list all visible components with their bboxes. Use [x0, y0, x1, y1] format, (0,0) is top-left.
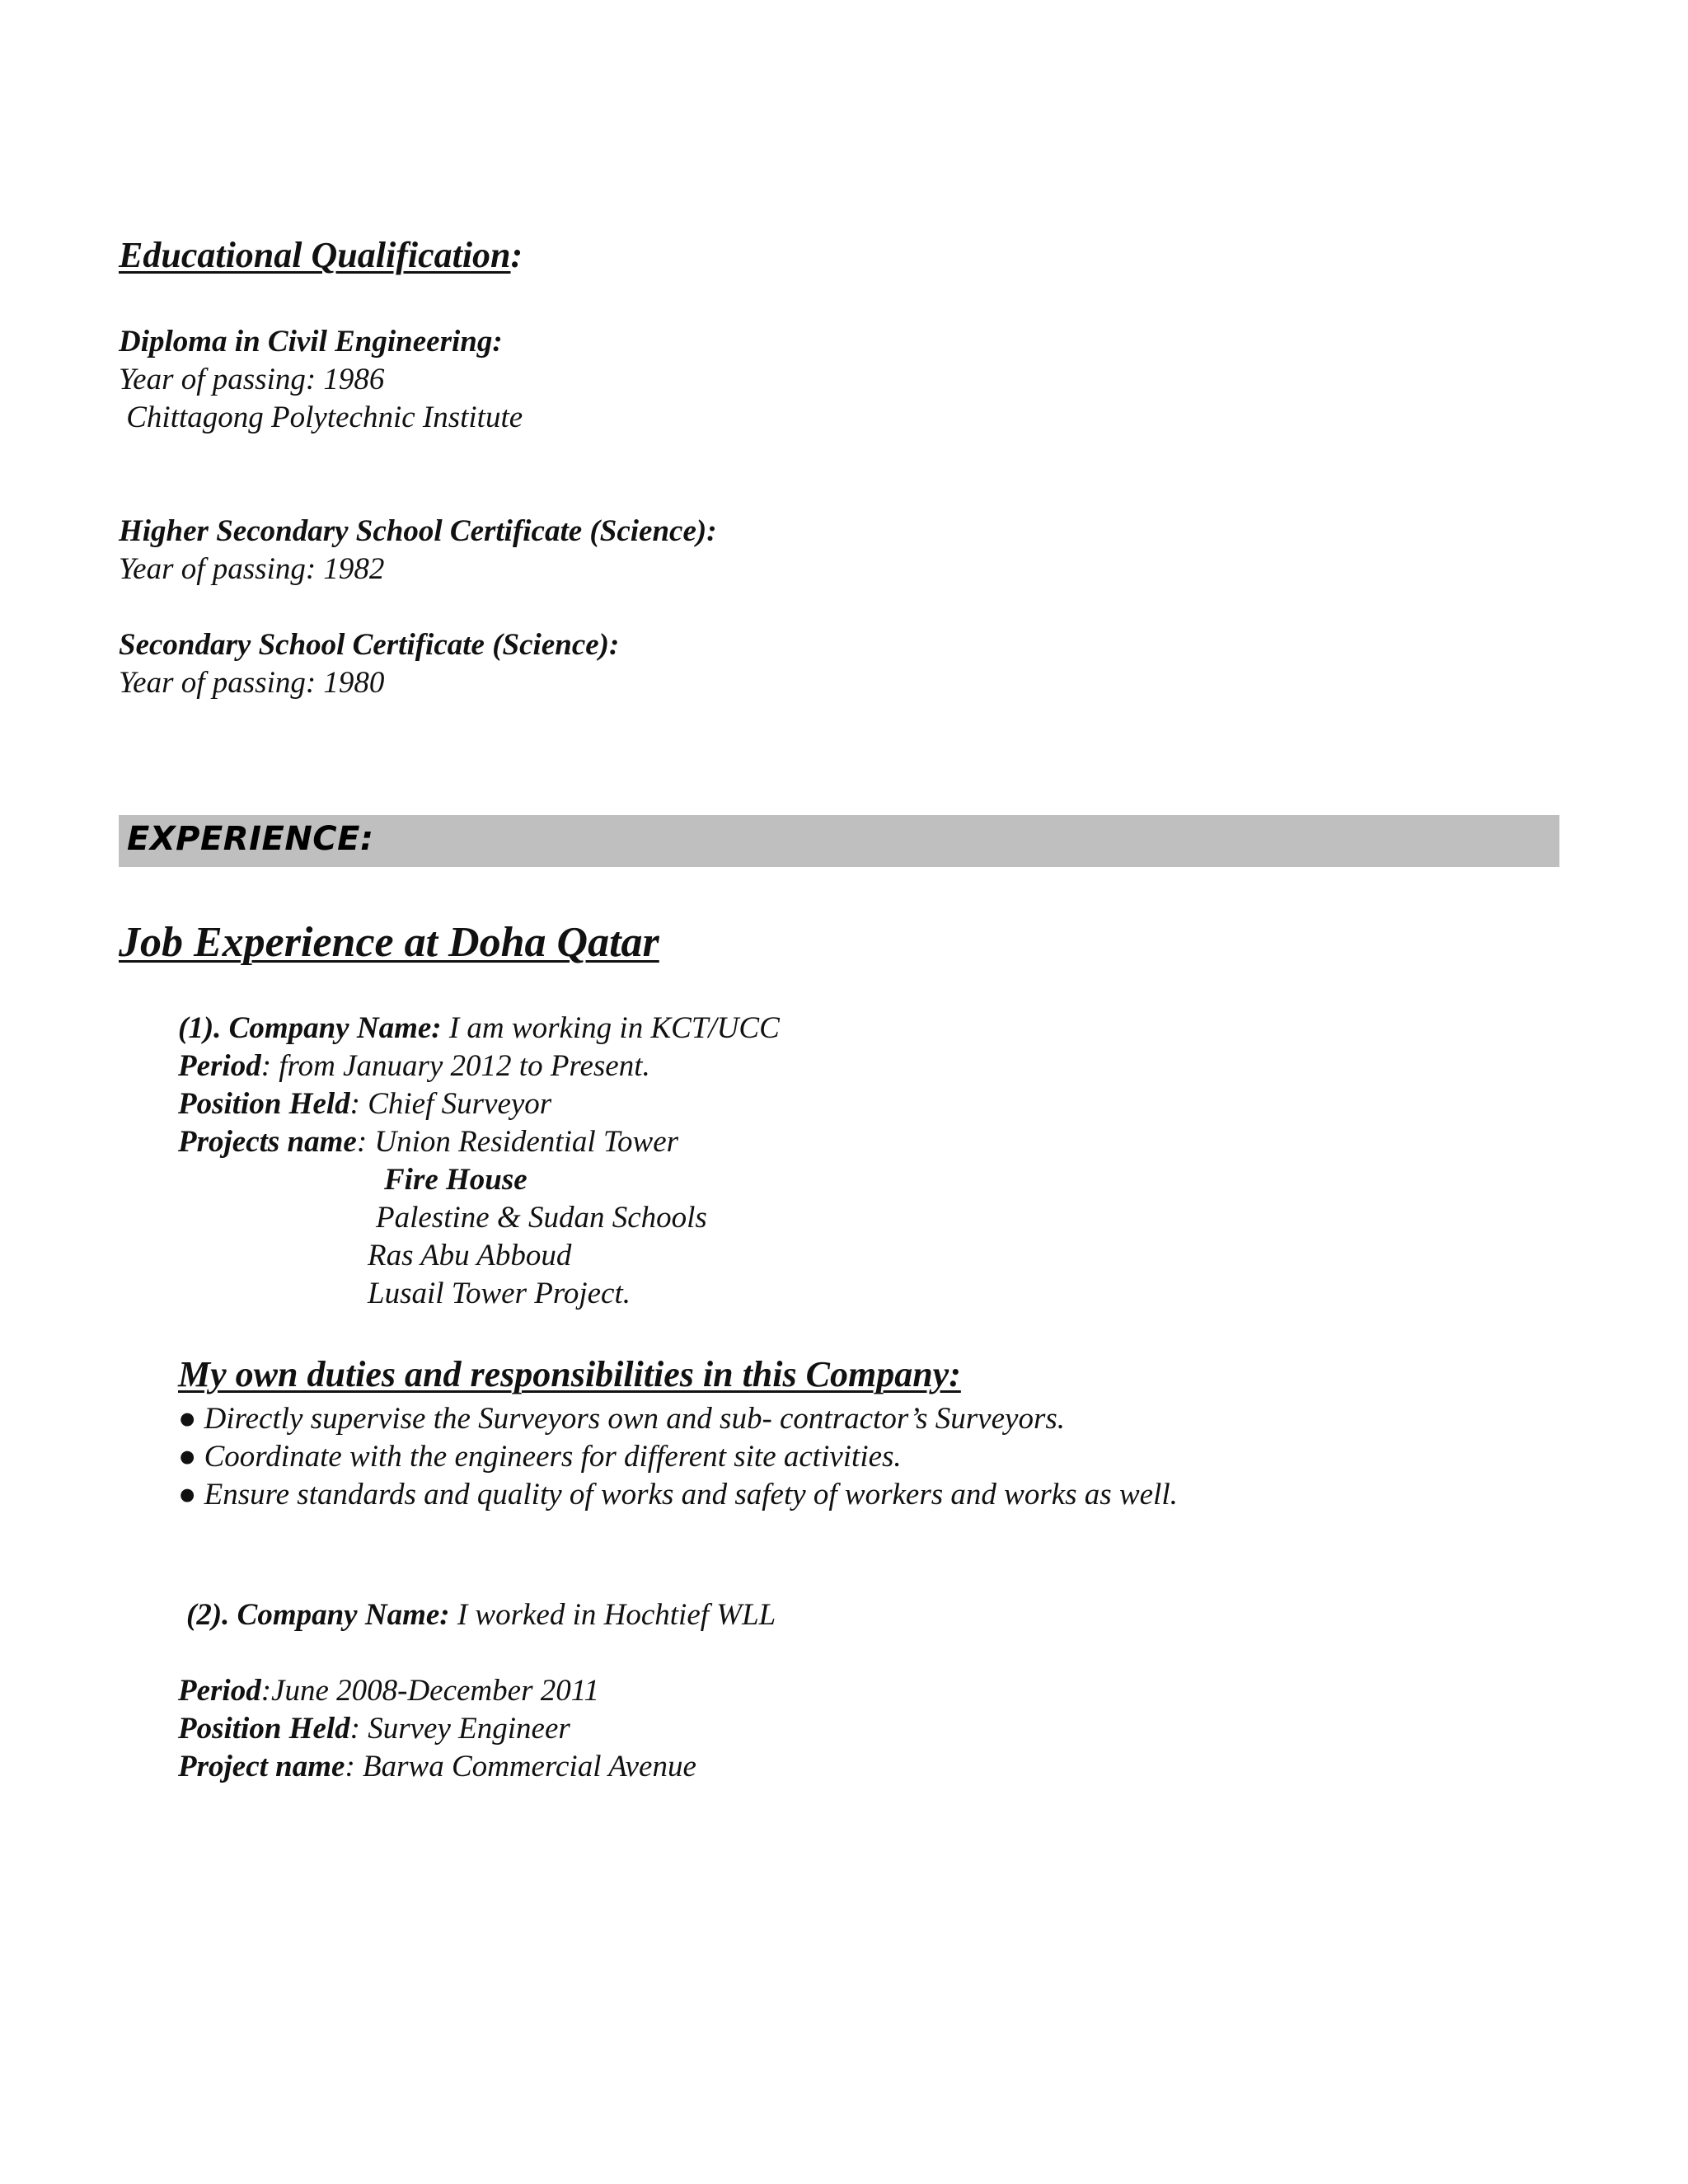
job-experience-heading	[119, 918, 659, 967]
company2-project-label: Project name	[178, 1750, 345, 1783]
duty-item: ● Coordinate with the engineers for different site activities.	[178, 1440, 902, 1474]
company2-project-line	[178, 1749, 696, 1784]
company1-position-line	[178, 1086, 551, 1122]
company1-period-line	[178, 1048, 650, 1084]
company1-projects-line	[178, 1124, 678, 1160]
company1-project-lusail: Lusail Tower Project.	[368, 1277, 631, 1310]
job-experience-heading-text: Job Experience at Doha Qatar	[119, 919, 659, 966]
company2-position-label: Position Held	[178, 1712, 350, 1746]
duties-heading	[178, 1353, 961, 1395]
education-heading-text: Educational Qualification	[119, 235, 511, 275]
diploma-institute: Chittagong Polytechnic Institute	[119, 401, 523, 434]
duty-item: ● Directly supervise the Surveyors own and sub- contractor’s Surveyors.	[178, 1402, 1065, 1436]
company1-projects-label: Projects name	[178, 1125, 357, 1159]
experience-section-bar	[119, 815, 1559, 867]
duties-heading-text: My own duties and responsibilities in this Company:	[178, 1354, 961, 1394]
company2-name-line	[186, 1597, 776, 1633]
company2-position-value: : Survey Engineer	[349, 1712, 570, 1746]
company1-name-label: (1). Company Name:	[178, 1011, 442, 1045]
diploma-title: Diploma in Civil Engineering:	[119, 325, 503, 359]
company1-project-fire-house: Fire House	[384, 1163, 528, 1197]
diploma-year: Year of passing: 1986	[119, 363, 385, 396]
company2-period-value: :June 2008-December 2011	[260, 1674, 599, 1708]
duty-item: ● Ensure standards and quality of works and safety of workers and works as well.	[178, 1478, 1178, 1511]
hsc-year: Year of passing: 1982	[119, 552, 385, 586]
company1-name-line	[178, 1010, 780, 1046]
company1-project-ras-abu-abboud: Ras Abu Abboud	[368, 1239, 572, 1272]
company1-period-value: : from January 2012 to Present.	[260, 1049, 650, 1083]
education-heading-colon: :	[510, 235, 523, 275]
company1-period-label: Period	[178, 1049, 261, 1083]
company1-position-label: Position Held	[178, 1087, 350, 1121]
company1-name-value: I am working in KCT/UCC	[441, 1011, 780, 1045]
company2-project-value: : Barwa Commercial Avenue	[345, 1750, 696, 1783]
hsc-title: Higher Secondary School Certificate (Science):	[119, 514, 717, 548]
company2-period-line	[178, 1673, 599, 1708]
ssc-year: Year of passing: 1980	[119, 666, 385, 700]
company2-name-label: (2). Company Name:	[186, 1598, 450, 1632]
company1-projects-value: : Union Residential Tower	[356, 1125, 679, 1159]
company2-name-value: I worked in Hochtief WLL	[449, 1598, 776, 1632]
ssc-title: Secondary School Certificate (Science):	[119, 628, 620, 662]
company1-position-value: : Chief Surveyor	[349, 1087, 552, 1121]
company1-project-schools: Palestine & Sudan Schools	[376, 1201, 707, 1235]
company2-position-line	[178, 1711, 570, 1746]
education-heading	[119, 234, 523, 276]
company2-period-label: Period	[178, 1674, 261, 1708]
experience-bar-label: EXPERIENCE:	[127, 820, 374, 858]
